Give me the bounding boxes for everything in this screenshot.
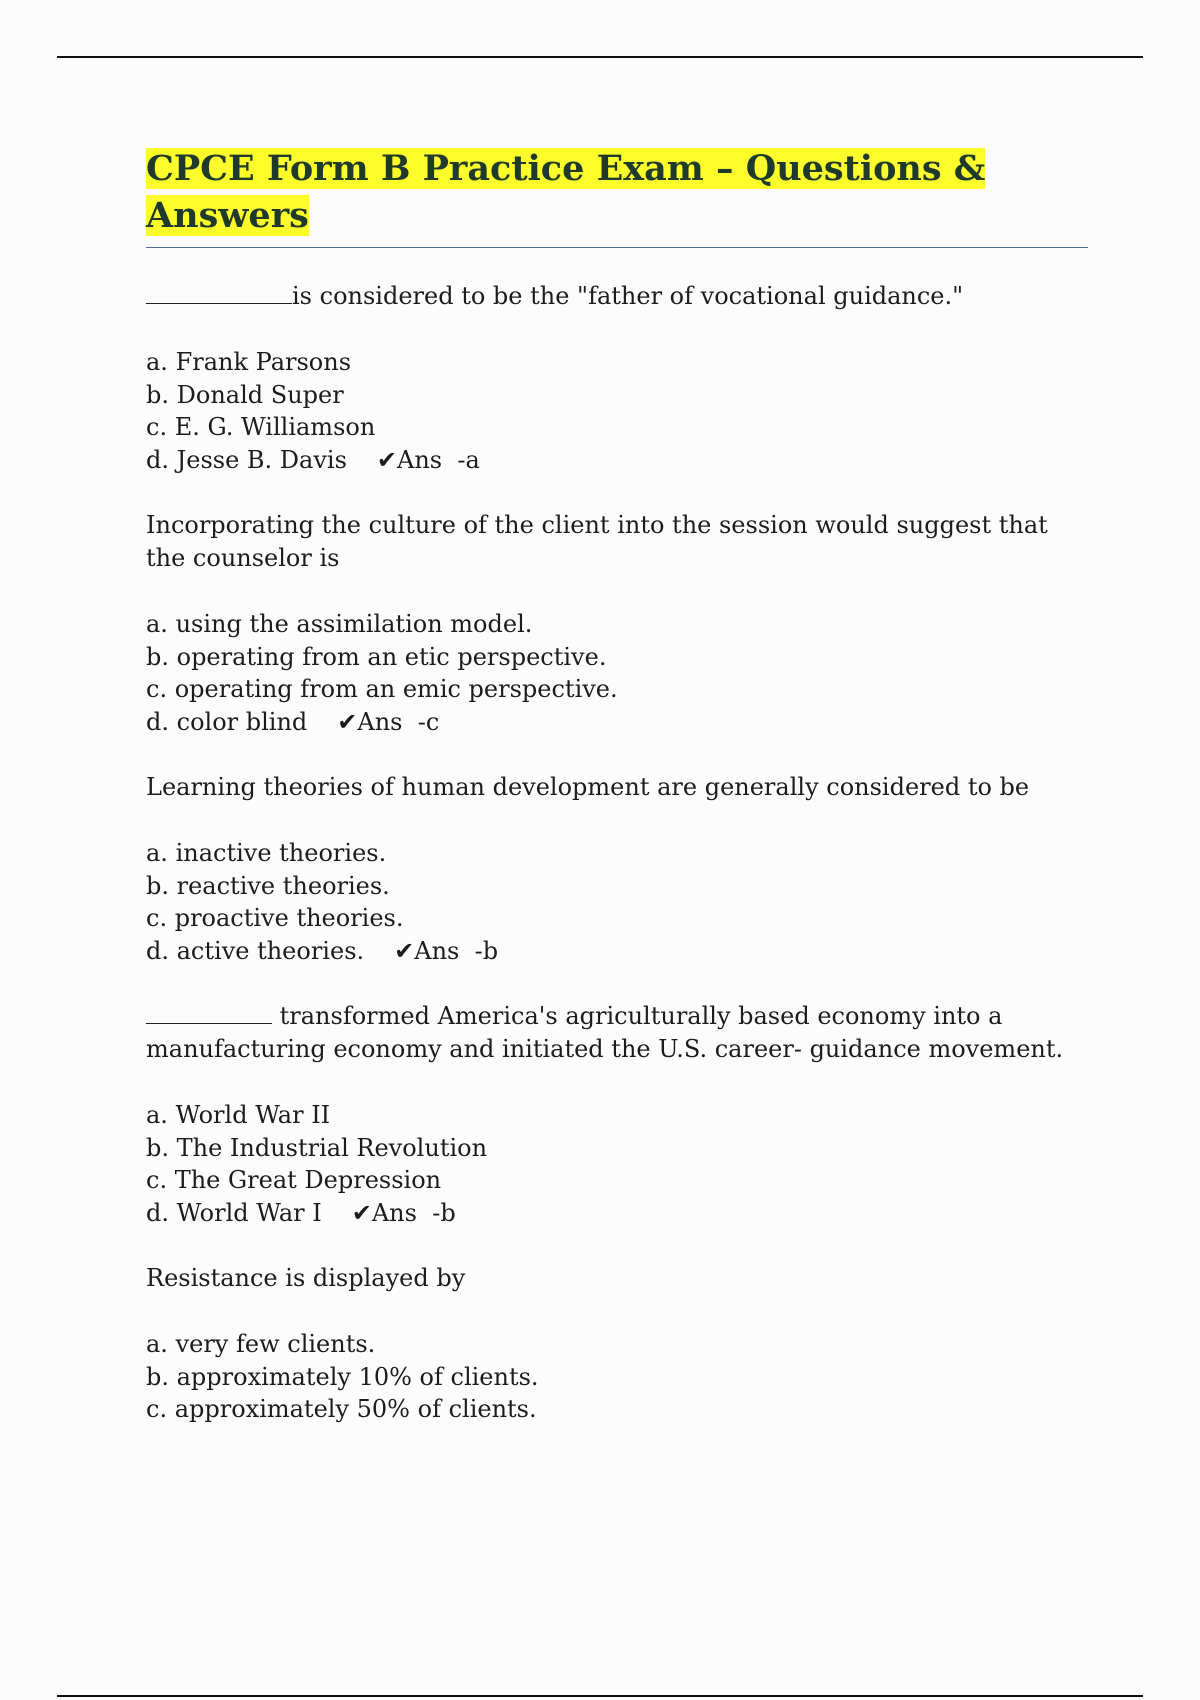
option-list xyxy=(146,1328,1086,1426)
option-a: a. Frank Parsons xyxy=(146,348,352,376)
fill-in-blank xyxy=(146,1003,272,1024)
page-top-rule xyxy=(57,56,1143,58)
question-stem: Learning theories of human development are generally considered to be xyxy=(146,773,1030,801)
option-c: c. E. G. Williamson xyxy=(146,413,376,441)
option-list xyxy=(146,1099,1086,1229)
option-b: b. Donald Super xyxy=(146,380,344,409)
option-a: a. using the assimilation model. xyxy=(146,610,533,638)
question-stem: transformed America's agriculturally based economy into a manufacturing economy and initiated the U.S. career- guidance movement. xyxy=(146,1002,1064,1063)
option-a: a. very few clients. xyxy=(146,1330,376,1358)
option-list xyxy=(146,608,1086,738)
title-underline xyxy=(146,247,1088,248)
document-title: CPCE Form B Practice Exam – Questions & Answers xyxy=(146,148,986,236)
question-block xyxy=(146,280,1086,476)
question-stem: Incorporating the culture of the client into the session would suggest that the counselor is xyxy=(146,511,1048,572)
option-a: a. World War II xyxy=(146,1101,331,1129)
question-block xyxy=(146,771,1086,967)
option-d: d. active theories. ✔Ans -b xyxy=(146,936,499,965)
option-d: d. Jesse B. Davis ✔Ans -a xyxy=(146,445,480,474)
question-block xyxy=(146,509,1086,738)
option-b: b. The Industrial Revolution xyxy=(146,1133,488,1162)
option-list xyxy=(146,346,1086,476)
option-b: b. reactive theories. xyxy=(146,871,390,900)
option-c: c. proactive theories. xyxy=(146,904,404,932)
option-list xyxy=(146,837,1086,967)
question-stem: Resistance is displayed by xyxy=(146,1264,466,1292)
option-b: b. operating from an etic perspective. xyxy=(146,642,607,671)
fill-in-blank xyxy=(146,283,292,304)
answer-key: ✔Ans -c xyxy=(337,707,440,736)
option-c: c. The Great Depression xyxy=(146,1166,442,1194)
option-d: d. color blind ✔Ans -c xyxy=(146,707,440,736)
option-c: c. operating from an emic perspective. xyxy=(146,675,618,703)
question-stem: is considered to be the "father of vocational guidance." xyxy=(146,280,1086,313)
option-a: a. inactive theories. xyxy=(146,839,387,867)
answer-key: ✔Ans -b xyxy=(351,1198,456,1227)
document-body xyxy=(146,145,1086,1426)
answer-key: ✔Ans -b xyxy=(394,936,499,965)
option-c: c. approximately 50% of clients. xyxy=(146,1395,537,1423)
answer-key: ✔Ans -a xyxy=(376,445,480,474)
page-bottom-rule xyxy=(57,1695,1143,1697)
option-d: d. World War I ✔Ans -b xyxy=(146,1198,456,1227)
option-b: b. approximately 10% of clients. xyxy=(146,1362,539,1391)
question-block xyxy=(146,1262,1086,1426)
question-block xyxy=(146,1000,1086,1229)
